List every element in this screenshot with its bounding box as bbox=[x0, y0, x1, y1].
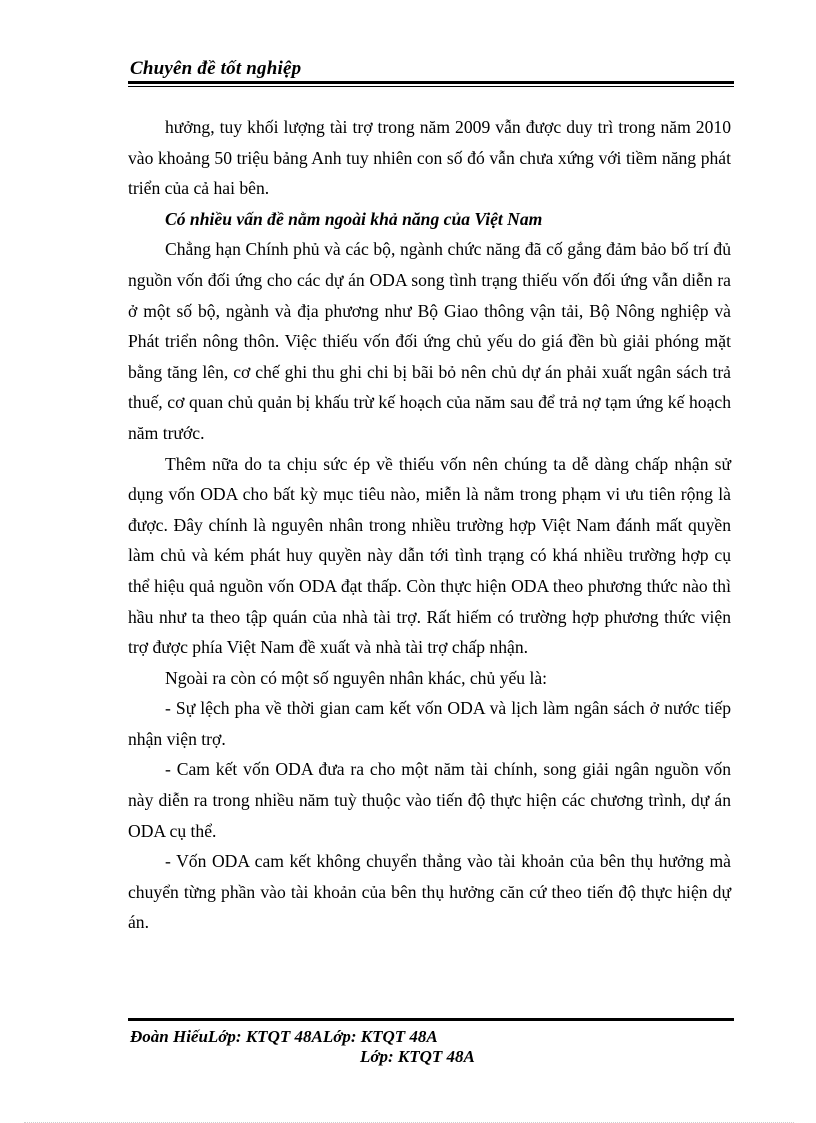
footer-author-class: Đoàn HiếuLớp: KTQT 48ALớp: KTQT 48A bbox=[130, 1027, 438, 1046]
body-text bbox=[128, 112, 731, 938]
footer-class: Lớp: KTQT 48A bbox=[360, 1047, 475, 1066]
header-divider bbox=[128, 81, 734, 84]
paragraph: Chẳng hạn Chính phủ và các bộ, ngành chức năng đã cố gắng đảm bảo bố trí đủ nguồn vốn đối ứng cho các dự án ODA song tình trạng thiếu vốn đối ứng vẫn diễn ra ở một số bộ, ngành và địa phương như Bộ Giao thông vận tải, Bộ Nông nghiệp và Phát triển nông thôn. Việc thiếu vốn đối ứng chủ yếu do giá đền bù giải phóng mặt bằng tăng lên, cơ chế ghi thu ghi chi bị bãi bỏ nên chủ dự án phải xuất ngân sách trả thuế, cơ quan chủ quản bị khấu trừ kế hoạch của năm sau để trả nợ tạm ứng kế hoạch năm trước. bbox=[128, 239, 731, 443]
bullet-item: - Cam kết vốn ODA đưa ra cho một năm tài chính, song giải ngân nguồn vốn này diễn ra trong nhiều năm tuỳ thuộc vào tiến độ thực hiện các chương trình, dự án ODA cụ thể. bbox=[128, 759, 731, 841]
footer-divider bbox=[128, 1018, 734, 1021]
header-title: Chuyên đề tốt nghiệp bbox=[130, 58, 302, 79]
section-heading: Có nhiều vấn đề nằm ngoài khả năng của Việt Nam bbox=[165, 208, 543, 229]
header-divider-thin bbox=[128, 86, 734, 87]
bullet-item: - Vốn ODA cam kết không chuyển thẳng vào tài khoản của bên thụ hưởng mà chuyển từng phần vào tài khoản của bên thụ hưởng căn cứ theo tiến độ thực hiện dự án. bbox=[128, 851, 731, 933]
bullet-item: - Sự lệch pha về thời gian cam kết vốn ODA và lịch làm ngân sách ở nước tiếp nhận viện trợ. bbox=[128, 698, 731, 749]
paragraph: Thêm nữa do ta chịu sức ép về thiếu vốn nên chúng ta dễ dàng chấp nhận sử dụng vốn ODA cho bất kỳ mục tiêu nào, miễn là nằm trong phạm vi ưu tiên rộng là được. Đây chính là nguyên nhân trong nhiều trường hợp Việt Nam đánh mất quyền làm chủ và kém phát huy quyền này dẫn tới tình trạng có khá nhiều trường hợp cụ thể hiệu quả nguồn vốn ODA đạt thấp. Còn thực hiện ODA theo phương thức nào thì hầu như ta theo tập quán của nhà tài trợ. Rất hiếm có trường hợp phương thức viện trợ được phía Việt Nam đề xuất và nhà tài trợ chấp nhận. bbox=[128, 453, 731, 658]
paragraph: Ngoài ra còn có một số nguyên nhân khác, chủ yếu là: bbox=[165, 667, 548, 688]
paragraph-continuation: hưởng, tuy khối lượng tài trợ trong năm 2009 vẫn được duy trì trong năm 2010 vào khoảng 50 triệu bảng Anh tuy nhiên con số đó vẫn chưa xứng với tiềm năng phát triển của cả hai bên. bbox=[128, 117, 731, 199]
